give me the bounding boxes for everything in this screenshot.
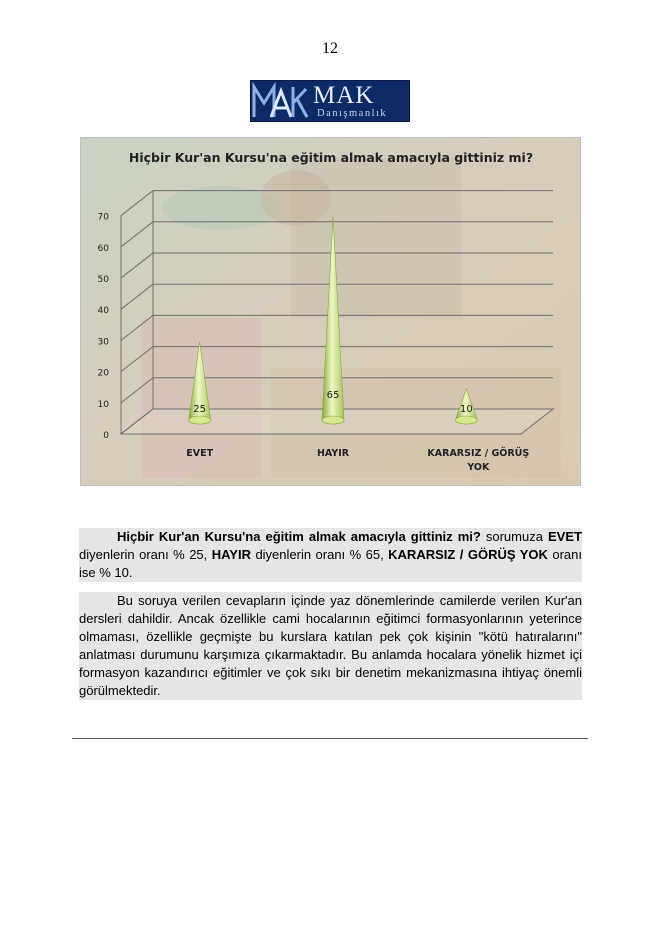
y-tick-label: 20 (97, 368, 109, 379)
page-number: 12 (322, 40, 338, 57)
company-logo (250, 80, 410, 122)
y-tick-label: 30 (97, 337, 109, 348)
commentary-paragraph (79, 592, 582, 700)
data-label: 10 (459, 404, 473, 415)
logo-name: MAK (313, 82, 375, 109)
y-tick-label: 10 (97, 399, 109, 410)
chart-svg (81, 138, 581, 486)
answer-kararsiz: KARARSIZ / GÖRÜŞ YOK (388, 547, 548, 562)
result-paragraph: Hiçbir Kur'an Kursu'na eğitim almak amacıyla gittiniz mi? sorumuza EVET diyenlerin oranı % 25, HAYIR diyenlerin oranı % 65, KARARSIZ / GÖRÜŞ YOK oranı ise % 10. (79, 529, 582, 580)
question-text: Hiçbir Kur'an Kursu'na eğitim almak amacıyla gittiniz mi? (117, 529, 481, 544)
chart-title: Hiçbir Kur'an Kursu'na eğitim almak amacıyla gittiniz mi? (128, 150, 534, 165)
y-tick-label: 40 (97, 306, 109, 317)
category-label: HAYIR (316, 448, 350, 459)
footer-divider (72, 738, 588, 739)
category-label: EVET (186, 448, 214, 459)
data-label: 25 (193, 404, 207, 415)
y-tick-label: 50 (97, 275, 109, 285)
y-tick-label: 0 (103, 431, 109, 441)
answer-evet: EVET (548, 529, 582, 544)
category-label: KARARSIZ / GÖRÜŞ YOK (427, 448, 530, 473)
mak-monogram-icon (251, 81, 309, 121)
commentary-text: Bu soruya verilen cevapların içinde yaz dönemlerinde camilerde verilen Kur'an dersleri dahildir. Ancak özellikle cami hocalarının eğitimci formasyonlarının yeterince olmaması, özellikle geçmişte bu kurslara katılan pek çok kişinin "kötü hatıralarını" anlatması durumunu karşımıza çıkarmaktadır. Bu anlamda hocalara yönelik hizmet içi formasyon kazandırıcı eğitimler ve çok sıkı bir denetim mekanizmasına ihtiyaç önemli görülmektedir. (79, 593, 582, 698)
y-tick-label: 70 (97, 212, 109, 223)
logo-subtitle: Danışmanlık (317, 108, 388, 119)
answer-hayir: HAYIR (211, 547, 251, 562)
data-label: 65 (326, 390, 340, 401)
y-tick-label: 60 (97, 243, 109, 254)
survey-chart (80, 137, 581, 486)
